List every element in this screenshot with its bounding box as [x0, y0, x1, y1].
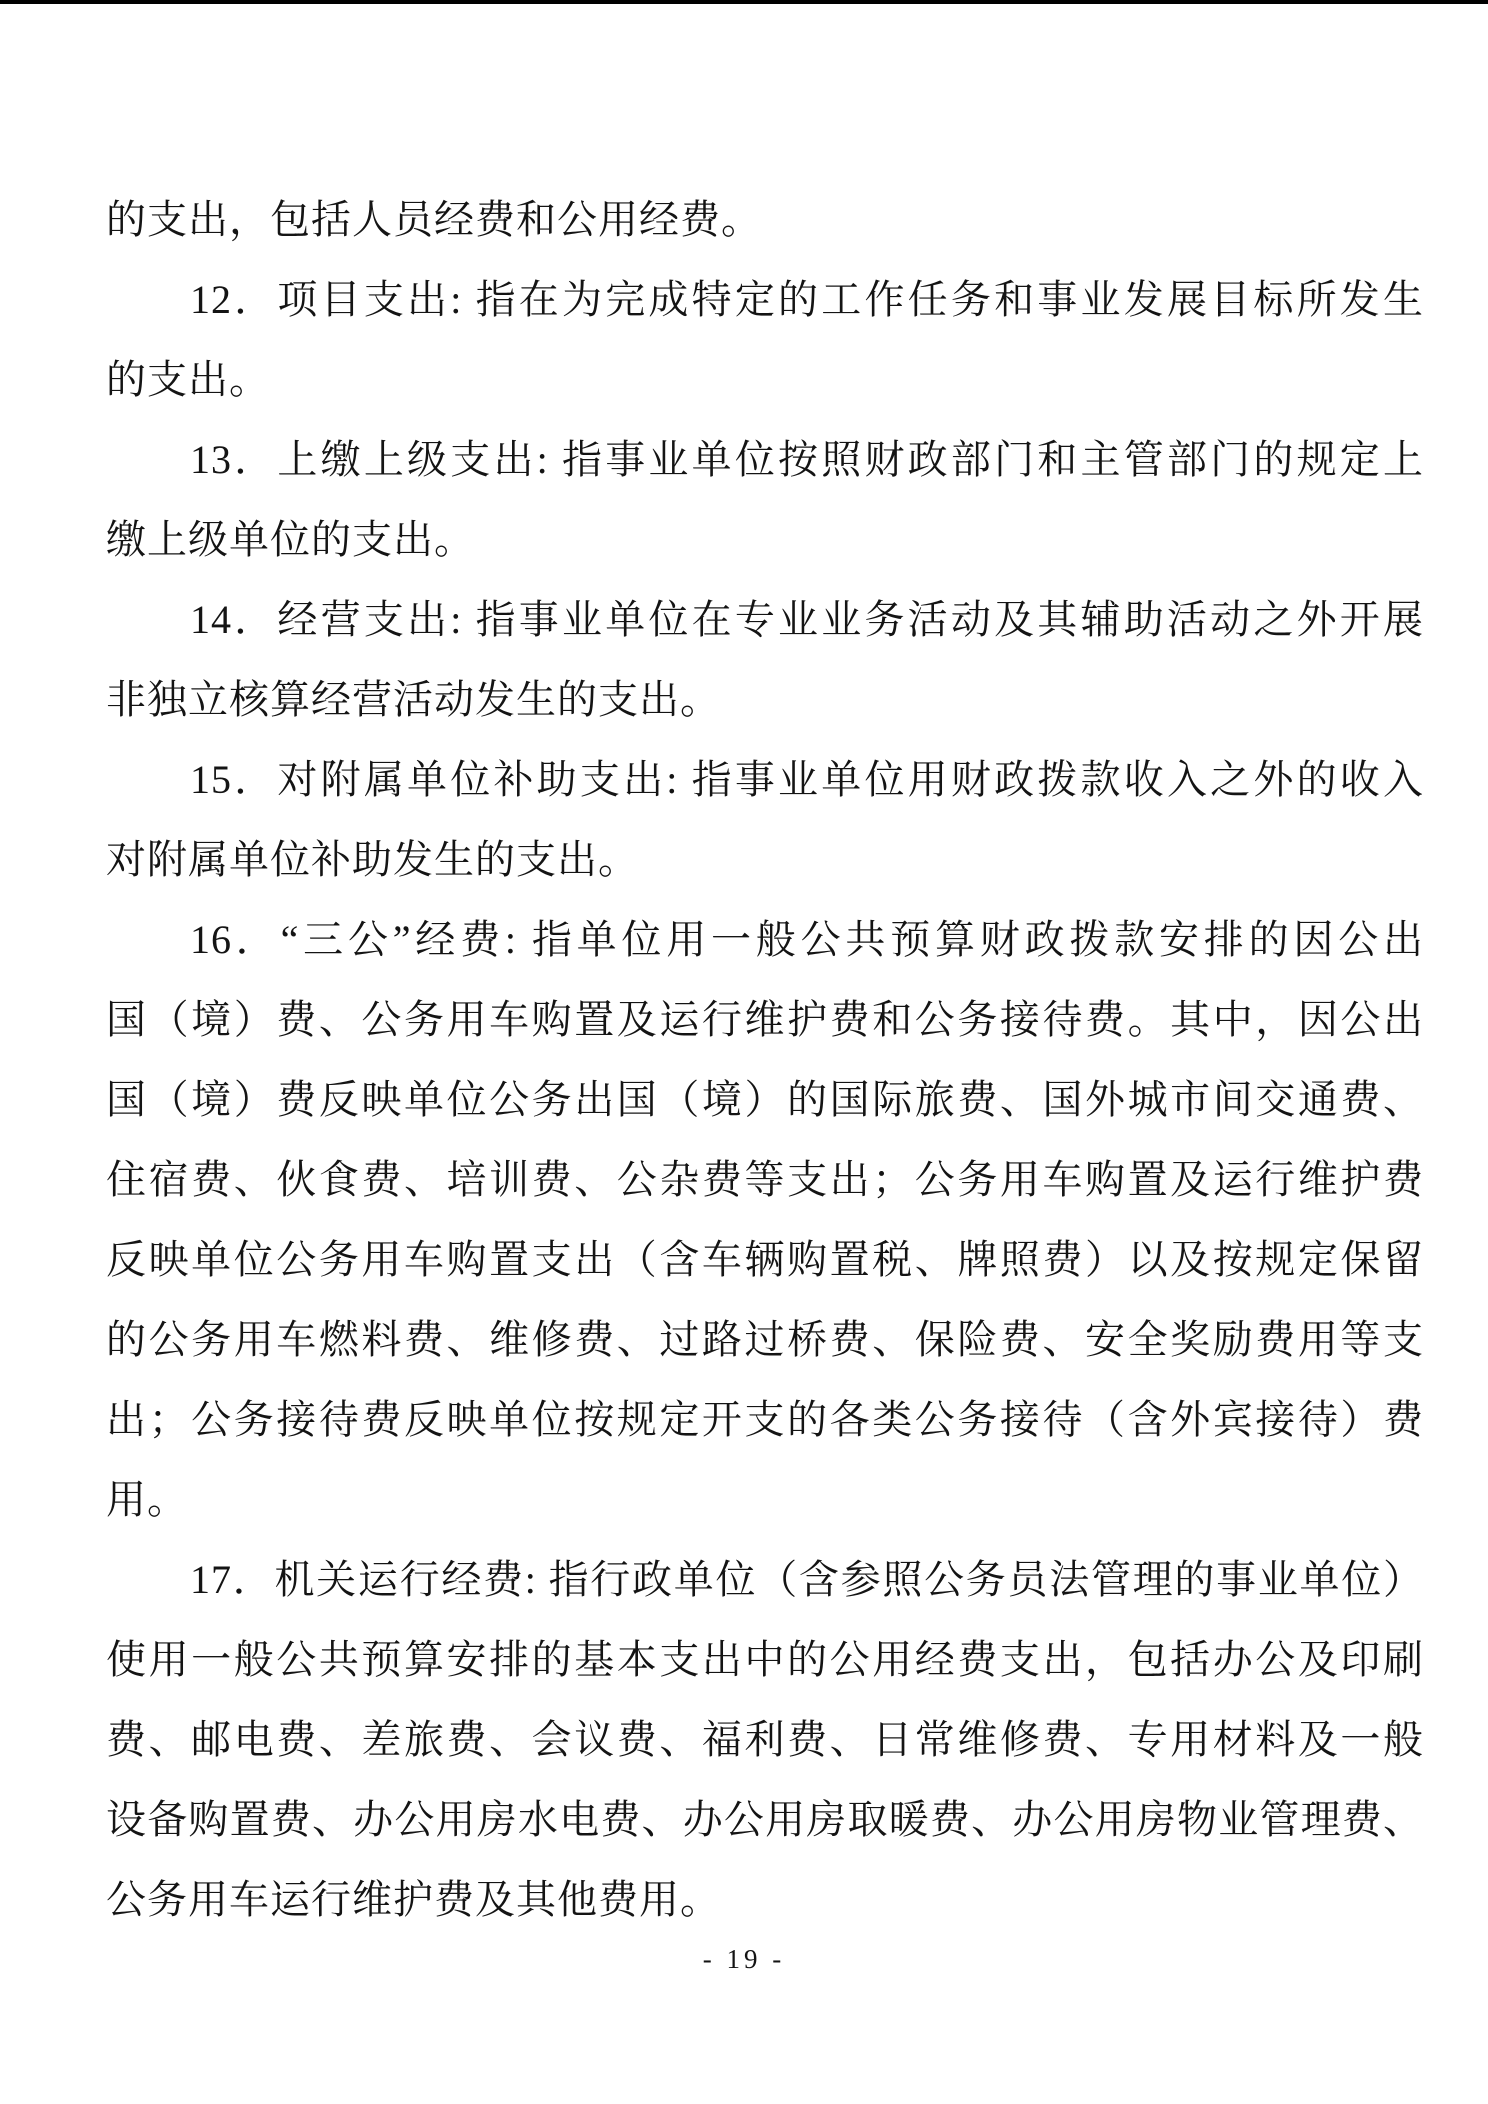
text-line: 反映单位公务用车购置支出（含车辆购置税、牌照费）以及按规定保留 — [106, 1237, 1424, 1282]
text-line: 16．“三公”经费: 指单位用一般公共预算财政拨款安排的因公出 — [190, 917, 1424, 962]
text-line: 使用一般公共预算安排的基本支出中的公用经费支出，包括办公及印刷 — [106, 1637, 1424, 1682]
text-line: 缴上级单位的支出。 — [106, 517, 475, 562]
text-line: 的支出。 — [106, 357, 270, 402]
text-line: 非独立核算经营活动发生的支出。 — [106, 677, 721, 722]
text-line: 公务用车运行维护费及其他费用。 — [106, 1877, 721, 1922]
text-line: 国（境）费、公务用车购置及运行维护费和公务接待费。其中，因公出 — [106, 997, 1424, 1042]
text-line: 15．对附属单位补助支出: 指事业单位用财政拨款收入之外的收入 — [190, 757, 1424, 802]
text-line: 的支出，包括人员经费和公用经费。 — [106, 197, 762, 242]
text-line: 的公务用车燃料费、维修费、过路过桥费、保险费、安全奖励费用等支 — [106, 1317, 1424, 1362]
document-body — [106, 180, 1424, 1940]
text-line: 设备购置费、办公用房水电费、办公用房取暖费、办公用房物业管理费、 — [106, 1797, 1424, 1842]
text-line: 17．机关运行经费: 指行政单位（含参照公务员法管理的事业单位） — [190, 1557, 1424, 1602]
text-line: 出；公务接待费反映单位按规定开支的各类公务接待（含外宾接待）费 — [106, 1397, 1424, 1442]
page-number: - 19 - — [702, 1944, 786, 1974]
text-line: 用。 — [106, 1477, 188, 1522]
text-line: 费、邮电费、差旅费、会议费、福利费、日常维修费、专用材料及一般 — [106, 1717, 1424, 1762]
scan-top-edge — [0, 0, 1488, 4]
text-line: 12．项目支出: 指在为完成特定的工作任务和事业发展目标所发生 — [190, 277, 1424, 322]
text-line: 住宿费、伙食费、培训费、公杂费等支出；公务用车购置及运行维护费 — [106, 1157, 1424, 1202]
text-line: 国（境）费反映单位公务出国（境）的国际旅费、国外城市间交通费、 — [106, 1077, 1424, 1122]
text-line: 14．经营支出: 指事业单位在专业业务活动及其辅助活动之外开展 — [190, 597, 1424, 642]
text-line: 对附属单位补助发生的支出。 — [106, 837, 639, 882]
text-line: 13．上缴上级支出: 指事业单位按照财政部门和主管部门的规定上 — [190, 437, 1424, 482]
page-footer — [0, 1944, 1488, 1975]
